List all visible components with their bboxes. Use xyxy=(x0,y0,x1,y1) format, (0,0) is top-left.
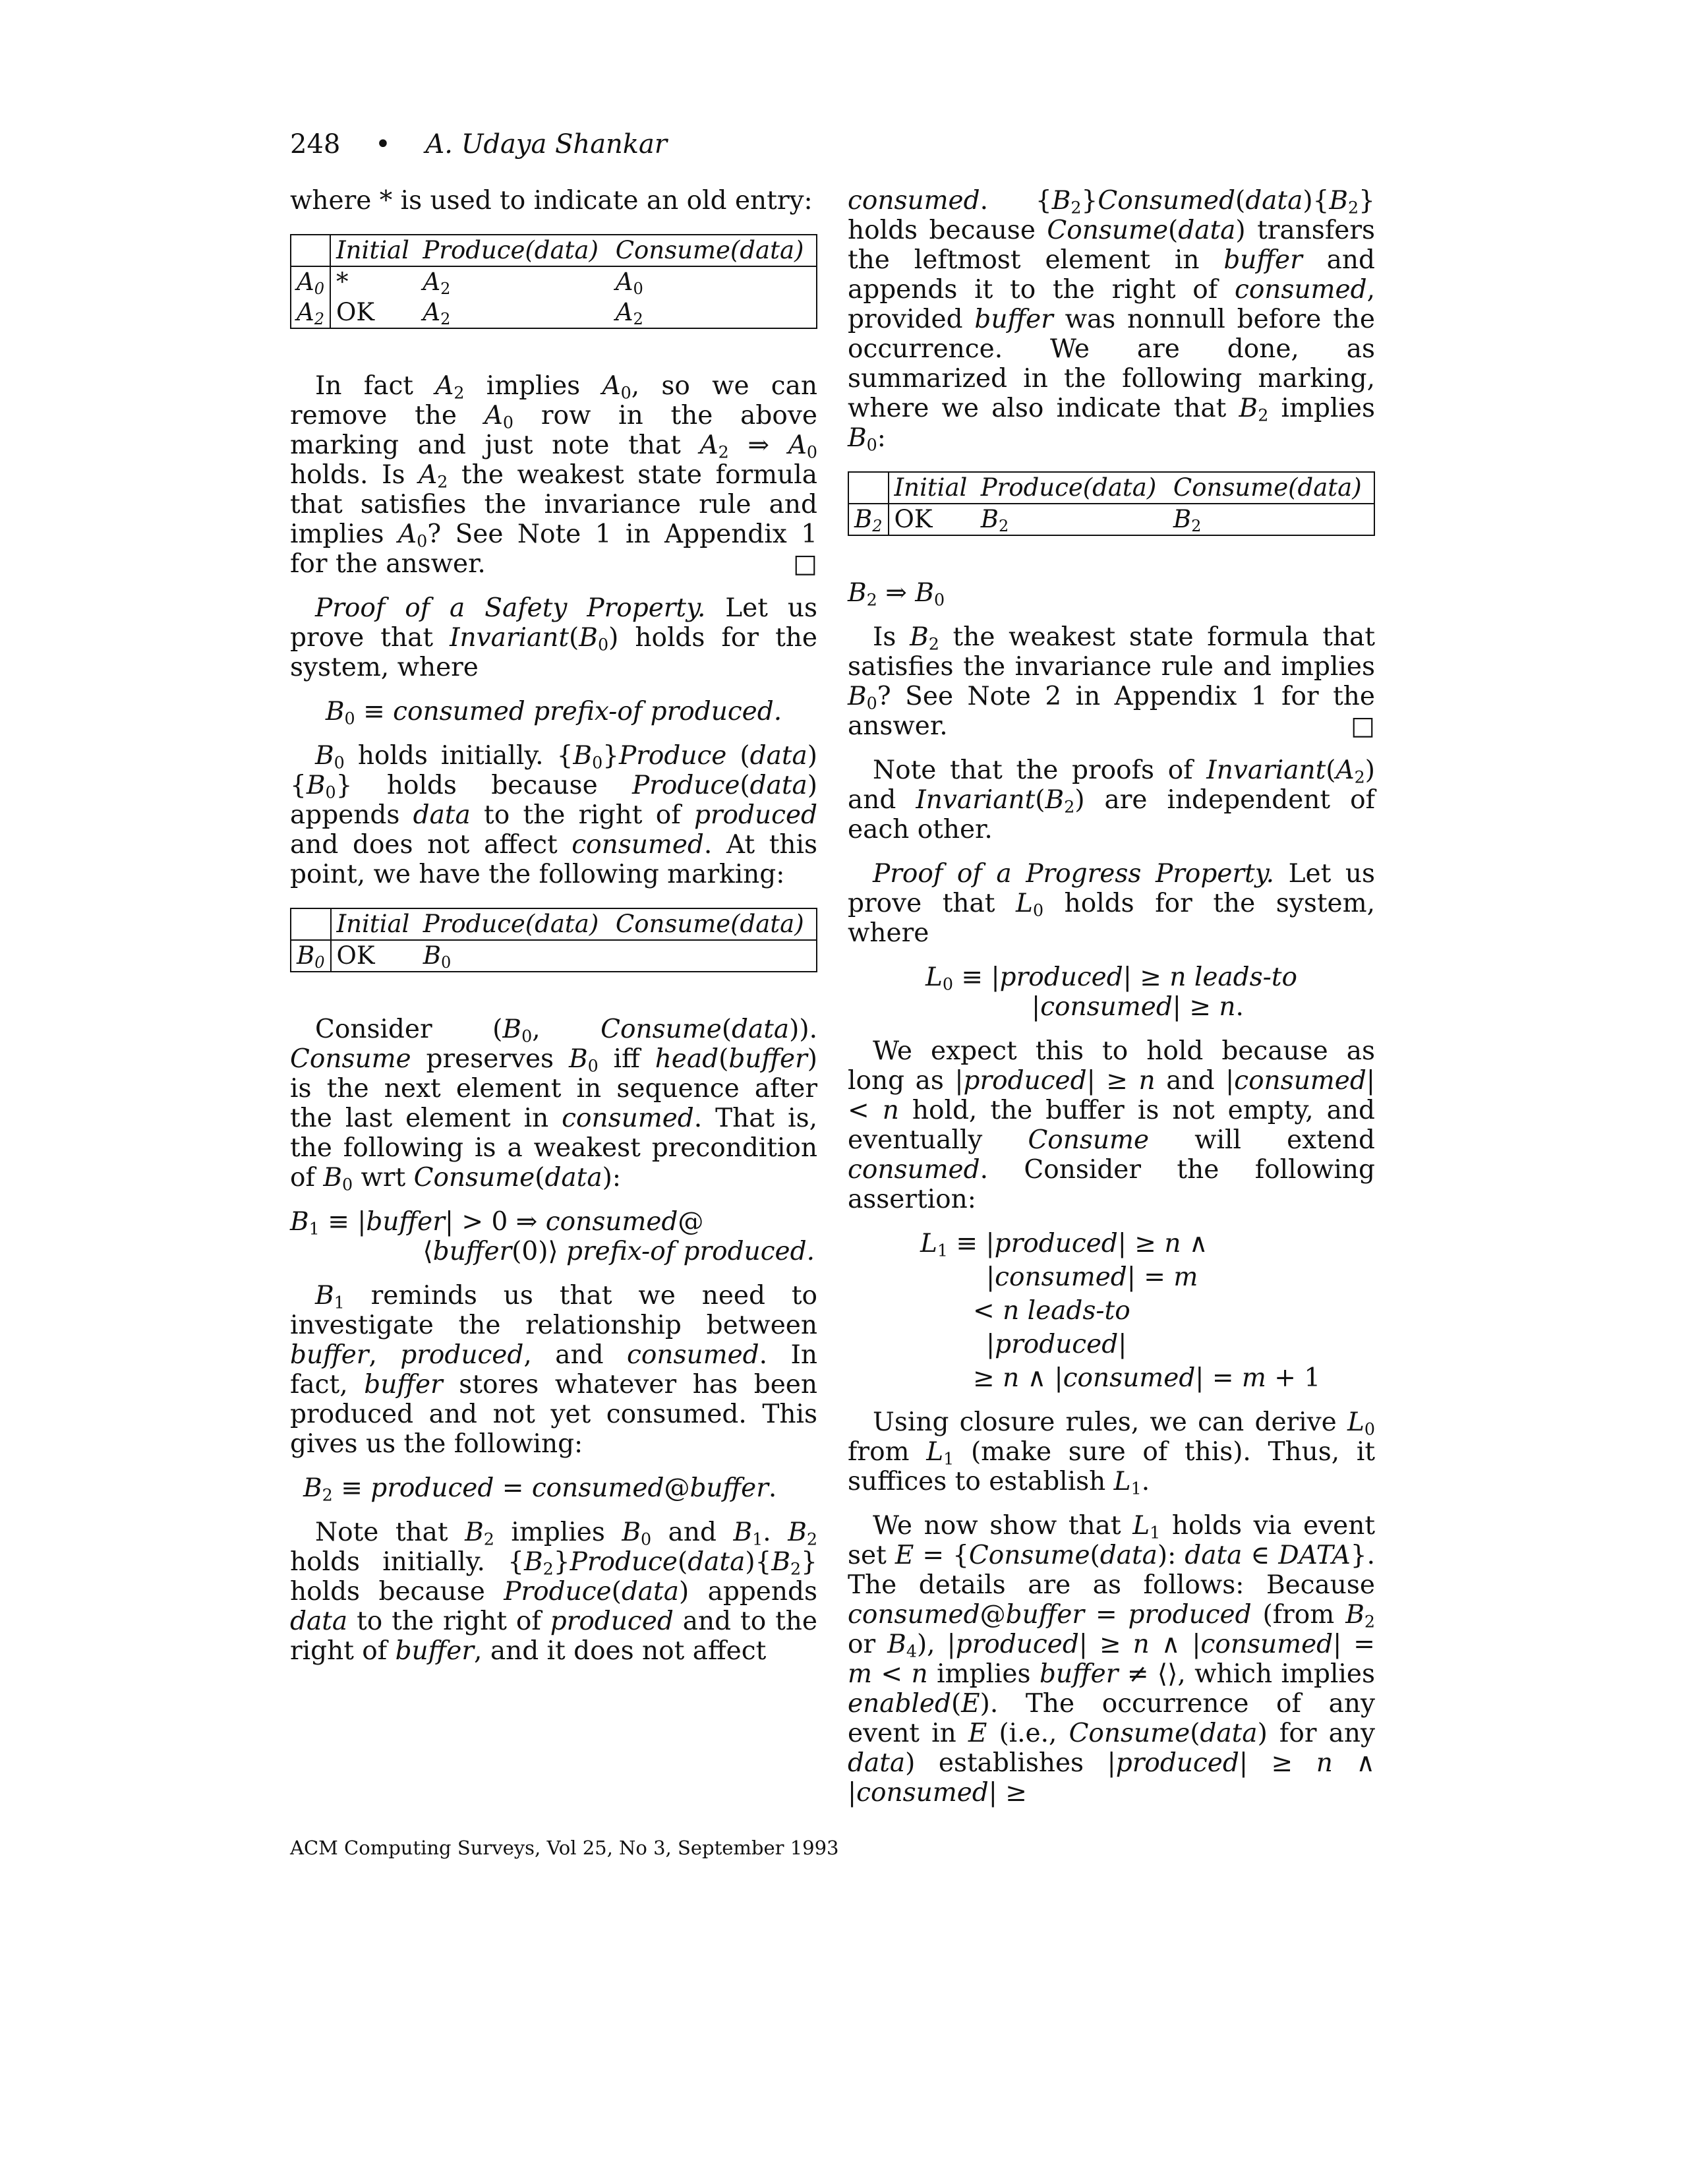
left-column xyxy=(290,186,817,1680)
paragraph-l1-holds: We now show that $L_1$ holds via event set E = {Consume(data): data ∈ DATA}. The details are as follows: Because consumed@buffer = produced (from $B_2$ or $B_4$), |produced| ≥ n ∧ |consumed| = m < n implies buffer ≠ ⟨⟩, which implies enabled(E). The occurrence of any event in E (i.e., Consume(data) for any data) establishes |produced| ≥ n ∧ |consumed| ≥ xyxy=(848,1511,1375,1808)
formula-b2-implies-b0: $B_2$ ⇒ $B_0$ xyxy=(848,578,945,610)
paragraph-expect-hold: We expect this to hold because as long as |produced| ≥ n and |consumed| < n hold, the buffer is not empty, and eventually Consume will extend consumed. Consider the following assertion: xyxy=(848,1036,1376,1214)
paragraph-progress-proof: Proof of a Progress Property. Let us prove that $L_0$ holds for the system, where xyxy=(848,859,1376,948)
table-header-row: Initial Produce(data) Consume(data) xyxy=(291,908,817,940)
formula-l1: $L_1$ ≡ |produced| ≥ n ∧ |consumed| = m < n leads-to |produced| ≥ n ∧ |consumed| = m + 1 xyxy=(920,1229,1321,1393)
running-header xyxy=(290,129,667,160)
table-row: $A_0$ * $A_2$ $A_0$ xyxy=(291,266,817,297)
header-separator: • xyxy=(375,129,391,160)
marking-table-b2 xyxy=(848,471,1375,536)
formula-b1: $B_1$ ≡ |buffer| > 0 ⇒ consumed@ ⟨buffer(0)⟩ prefix-of produced. xyxy=(290,1207,815,1266)
table-header-row: Initial Produce(data) Consume(data) xyxy=(848,472,1374,504)
marking-table-b0 xyxy=(290,908,817,972)
table-row: $B_0$ OK $B_0$ xyxy=(291,940,817,972)
paragraph-closure-rules: Using closure rules, we can derive $L_0$ from $L_1$ (make sure of this). Thus, it suffices to establish $L_1$. xyxy=(848,1407,1375,1498)
paragraph-consumed-cont: consumed. $\{B_2\}Consumed(data)\{B_2\}$ holds because Consume(data) transfers the leftmost element in buffer and appends it to the right of consumed, provided buffer was nonnull before the occurrence. We are done, as summarized in the following marking, where we also indicate that $B_2$ implies $B_0$: xyxy=(848,186,1376,455)
table-row: $B_2$ OK $B_2$ $B_2$ xyxy=(848,504,1374,535)
page-number: 248 xyxy=(290,129,341,160)
table-row: $A_2$ OK $A_2$ $A_2$ xyxy=(291,297,817,328)
formula-b0: $B_0$ ≡ consumed prefix-of produced. xyxy=(325,697,782,728)
marking-table-a xyxy=(290,234,817,329)
col-initial: Initial xyxy=(330,235,417,266)
right-column xyxy=(848,186,1375,1822)
paragraph-b2-implies: Note that $B_2$ implies $B_0$ and $B_1$. $B_2$ holds initially. $\{B_2\}Produce(data)\{B_2\}$ holds because Produce(data) appends data to the right of produced and to the right of buffer, and it does not affect xyxy=(290,1518,817,1666)
paragraph-consider-consume: Consider ($B_0$, Consume(data)). Consume preserves $B_0$ iff head(buffer) is the next element in sequence after the last element in consumed. That is, the following is a weakest precondition of $B_0$ wrt Consume(data): xyxy=(290,1015,817,1195)
formula-b2: $B_2$ ≡ produced = consumed@buffer. xyxy=(303,1473,777,1505)
paragraph-safety-proof: Proof of a Safety Property. Let us prove that $Invariant(B_0)$ holds for the system, where xyxy=(290,593,817,682)
col-produce: Produce(data) xyxy=(417,235,610,266)
col-consume: Consume(data) xyxy=(610,235,817,266)
paragraph-b2-weakest: Is $B_2$ the weakest state formula that satisfies the invariance rule and implies $B_0$? See Note 2 in Appendix 1 for the answer. □ xyxy=(848,622,1375,741)
paragraph-a2-implies-a0: In fact $A_2$ implies $A_0$, so we can remove the $A_0$ row in the above marking and just note that $A_2$ ⇒ $A_0$ holds. Is $A_2$ the weakest state formula that satisfies the invariance rule and implies $A_0$? See Note 1 in Appendix 1 for the answer. □ xyxy=(290,371,818,579)
paragraph-old-entry: where * is used to indicate an old entry: xyxy=(290,186,813,216)
formula-l0: $L_0$ ≡ |produced| ≥ n leads-to |consumed| ≥ n. xyxy=(925,962,1297,1022)
paragraph-b1-reminds: $B_1$ reminds us that we need to investigate the relationship between buffer, produced, and consumed. In fact, buffer stores whatever has been produced and not yet consumed. This gives us the following: xyxy=(290,1281,818,1459)
paragraph-independent: Note that the proofs of $Invariant(A_2)$ and $Invariant(B_2)$ are independent of each other. xyxy=(848,755,1376,844)
paragraph-b0-holds: $B_0$ holds initially. $\{B_0\}Produce$ $(data)\{B_0\}$ holds because Produce(data) appends data to the right of produced and does not affect consumed. At this point, we have the following marking: xyxy=(290,741,817,889)
header-author: A. Udaya Shankar xyxy=(425,129,668,160)
page-footer: ACM Computing Surveys, Vol 25, No 3, September 1993 xyxy=(290,1837,839,1859)
table-header-row xyxy=(291,235,817,266)
